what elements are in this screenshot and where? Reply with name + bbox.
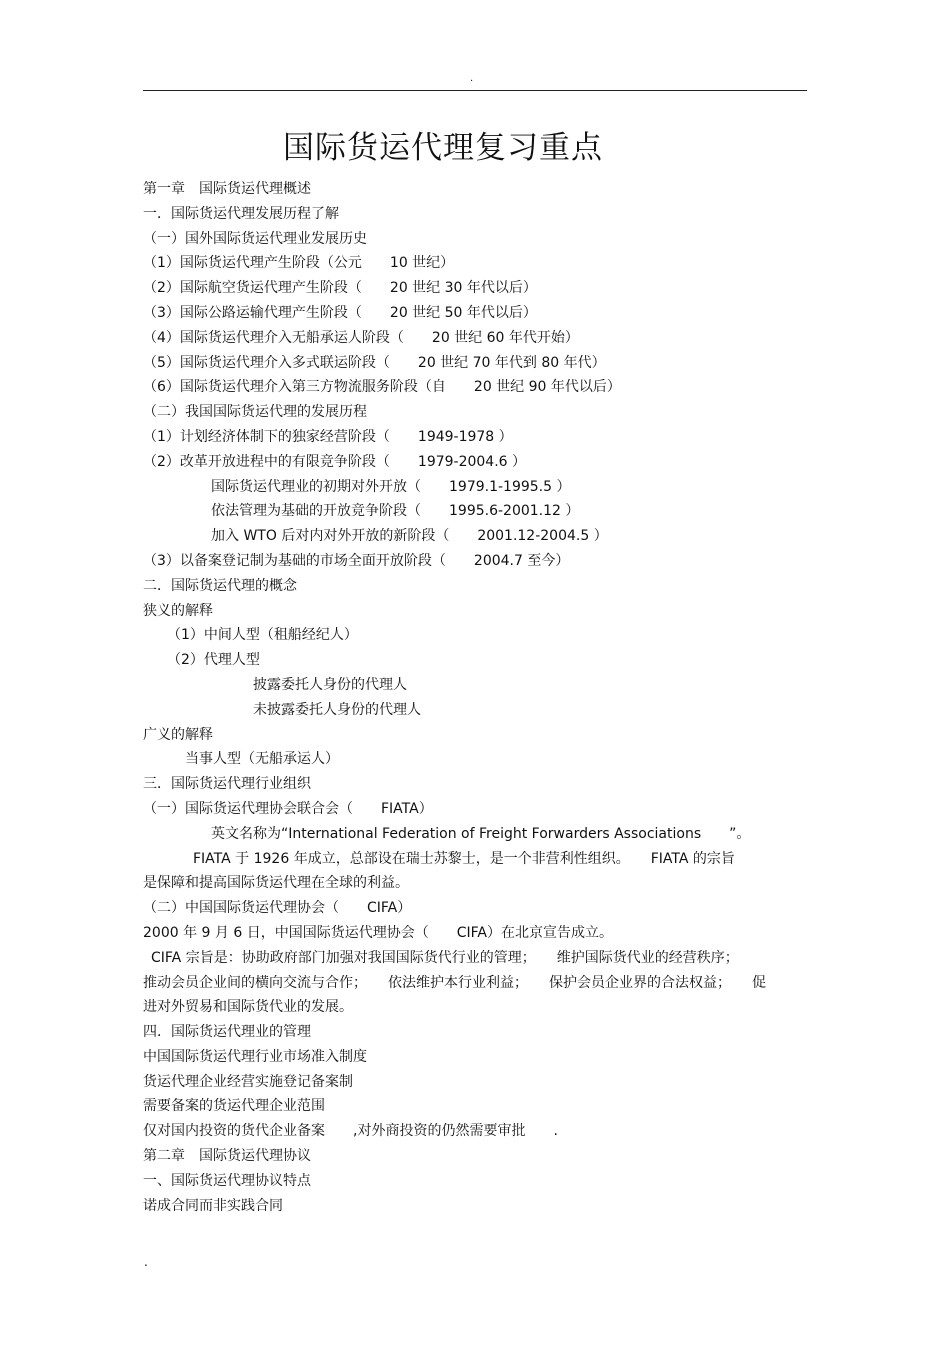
chapter-heading: 第二章 国际货运代理协议	[143, 1148, 311, 1165]
footer-mark: .	[144, 1255, 148, 1269]
paragraph-line: 是保障和提高国际货运代理在全球的利益。	[143, 875, 409, 892]
list-item: （3）以备案登记制为基础的市场全面开放阶段（ 2004.7 至今）	[143, 552, 570, 569]
list-item: （1）计划经济体制下的独家经营阶段（ 1949-1978 ）	[143, 428, 513, 445]
subsection-heading: （二）我国国际货运代理的发展历程	[143, 404, 367, 421]
list-item: （2）国际航空货运代理产生阶段（ 20 世纪 30 年代以后）	[143, 280, 537, 297]
paragraph-line: 进对外贸易和国际货代业的发展。	[143, 999, 353, 1016]
list-item: （2）代理人型	[167, 652, 260, 669]
section-heading: 四．国际货运代理业的管理	[143, 1024, 311, 1041]
section-heading: 一．国际货运代理发展历程了解	[143, 205, 339, 222]
paragraph-line: FIATA 于 1926 年成立，总部设在瑞士苏黎士，是一个非营利性组织。 FIATA 的宗旨	[193, 850, 735, 867]
header-rule	[143, 90, 807, 91]
paragraph-line: 诺成合同而非实践合同	[143, 1197, 283, 1214]
sub-list-item: 加入 WTO 后对内对外开放的新阶段（ 2001.12-2004.5 ）	[211, 528, 608, 545]
paragraph-line: 需要备案的货运代理企业范围	[143, 1098, 325, 1115]
paragraph-line: 仅对国内投资的货代企业备案 ,对外商投资的仍然需要审批 .	[143, 1123, 558, 1140]
list-item: （4）国际货运代理介入无船承运人阶段（ 20 世纪 60 年代开始）	[143, 329, 579, 346]
subsection-heading: （一）国际货运代理协会联合会（ FIATA）	[143, 800, 433, 817]
list-item: （2）改革开放进程中的有限竞争阶段（ 1979-2004.6 ）	[143, 453, 527, 470]
sub-list-item: 未披露委托人身份的代理人	[253, 701, 421, 718]
sub-list-item: 依法管理为基础的开放竞争阶段（ 1995.6-2001.12 ）	[211, 503, 580, 520]
document-body	[143, 177, 808, 1218]
document-title	[0, 128, 886, 168]
list-item: （1）中间人型（租船经纪人）	[167, 627, 358, 644]
subsection-heading: （一）国外国际货运代理业发展历史	[143, 230, 367, 247]
paragraph-line: 狭义的解释	[143, 602, 213, 619]
subsection-heading: （二）中国国际货运代理协会（ CIFA）	[143, 900, 412, 917]
paragraph-line: 推动会员企业间的横向交流与合作； 依法维护本行业利益； 保护会员企业界的合法权益； 促	[143, 974, 766, 991]
paragraph-line: 英文名称为“International Federation of Freight Forwarders Associations ”。	[211, 825, 751, 842]
section-heading: 一、国际货运代理协议特点	[143, 1172, 311, 1189]
section-heading: 三．国际货运代理行业组织	[143, 776, 311, 793]
sub-list-item: 国际货运代理业的初期对外开放（ 1979.1-1995.5 ）	[211, 478, 571, 495]
list-item: （5）国际货运代理介入多式联运阶段（ 20 世纪 70 年代到 80 年代）	[143, 354, 606, 371]
paragraph-line: 中国国际货运代理行业市场准入制度	[143, 1048, 367, 1065]
list-item: （3）国际公路运输代理产生阶段（ 20 世纪 50 年代以后）	[143, 304, 537, 321]
section-heading: 二．国际货运代理的概念	[143, 577, 297, 594]
paragraph-line: CIFA 宗旨是：协助政府部门加强对我国国际货代行业的管理； 维护国际货代业的经营秩序；	[151, 949, 739, 966]
sub-list-item: 披露委托人身份的代理人	[253, 676, 407, 693]
list-item: 当事人型（无船承运人）	[185, 751, 339, 768]
chapter-heading: 第一章 国际货运代理概述	[143, 181, 311, 197]
list-item: （6）国际货运代理介入第三方物流服务阶段（自 20 世纪 90 年代以后）	[143, 379, 621, 396]
title-text: 国际货运代理复习重点	[283, 130, 603, 166]
paragraph-line: 广义的解释	[143, 726, 213, 743]
paragraph-line: 货运代理企业经营实施登记备案制	[143, 1073, 353, 1090]
header-mark: .	[470, 73, 474, 84]
list-item: （1）国际货运代理产生阶段（公元 10 世纪）	[143, 255, 455, 272]
paragraph-line: 2000 年 9 月 6 日，中国国际货运代理协会（ CIFA）在北京宣告成立。	[143, 924, 613, 941]
